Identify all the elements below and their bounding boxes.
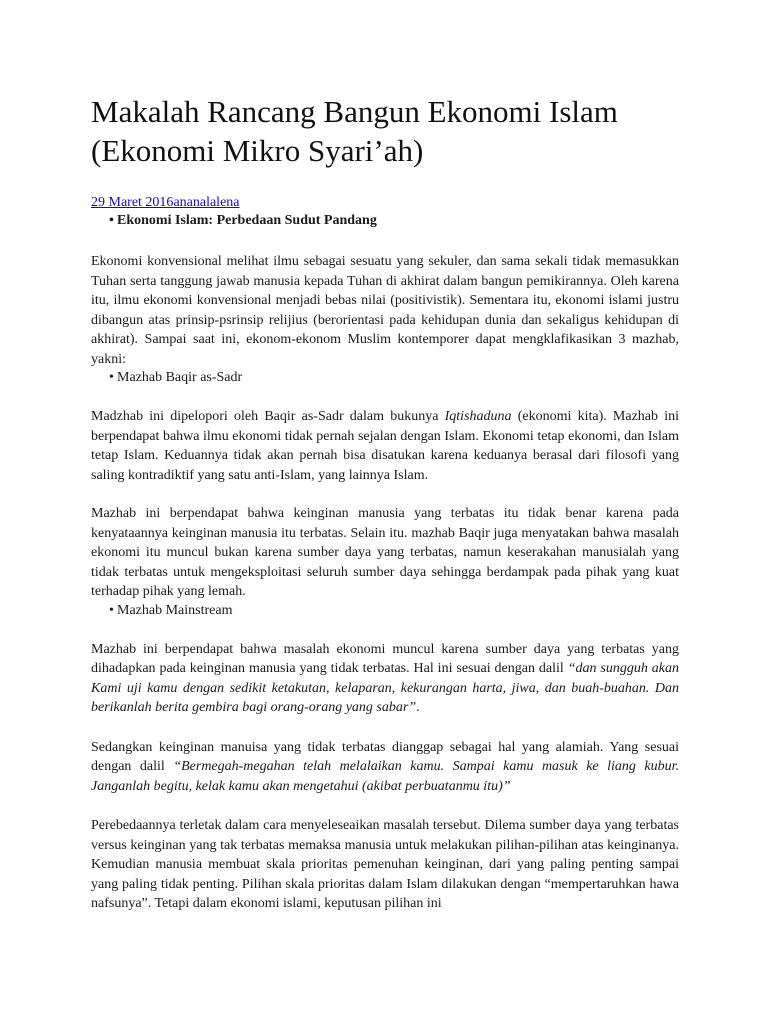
section-heading-list	[91, 369, 679, 387]
section-heading-list	[91, 602, 679, 620]
paragraph	[91, 407, 679, 485]
section-heading-ekonomi-islam: • Ekonomi Islam: Perbedaan Sudut Pandang	[91, 212, 679, 230]
paragraph-text: Madzhab ini dipelopori oleh Baqir as-Sadr dalam bukunya	[91, 409, 445, 424]
paragraph	[91, 640, 679, 718]
paragraph: Ekonomi konvensional melihat ilmu sebagai sesuatu yang sekuler, dan sama sekali tidak memasukkan Tuhan serta tanggung jawab manusia kepada Tuhan di akhirat dalam bangun pemikirannya. Oleh karena itu, ilmu ekonomi konvensional menjadi bebas nilai (positivistik). Sementara itu, ekonomi islami justru dibangun atas prinsip-psrinsip relijius (berorientasi pada kehidupan dunia dan sekaligus kehidupan di akhirat). Sampai saat ini, ekonom-ekonom Muslim kontemporer dapat mengklafikasikan 3 mazhab, yakni:	[91, 254, 679, 367]
article-meta	[91, 194, 679, 212]
article	[91, 92, 679, 914]
section-heading-mainstream: • Mazhab Mainstream	[91, 602, 679, 620]
paragraph: Perebedaannya terletak dalam cara menyeleseaikan masalah tersebut. Dilema sumber daya yang terbatas versus keinginan yang tak terbatas memaksa manusia untuk melakukan pilihan-pilihan atas keinginanya. Kemudian manusia membuat skala prioritas pemenuhan keinginan, dari yang paling penting sampai yang paling tidak penting. Pilihan skala prioritas dalam Islam dilakukan dengan “mempertaruhkan hawa nafsunya”. Tetapi dalam ekonomi islami, keputusan pilihan ini	[91, 818, 679, 911]
quran-quote: “Bermegah-megahan telah melalaikan kamu. Sampai kamu masuk ke liang kubur. Janganlah begitu, kelak kamu akan mengetahui (akibat perbuatanmu itu)”	[91, 759, 680, 794]
paragraph-text: .	[416, 700, 420, 715]
section-heading-baqir: • Mazhab Baqir as-Sadr	[91, 369, 679, 387]
book-title: Iqtishaduna	[444, 409, 512, 424]
quran-quote: “dan sungguh akan Kami uji kamu dengan sedikit ketakutan, kelaparan, kekurangan harta, jiwa, dan buah-buahan. Dan berikanlah berita gembira bagi orang-orang yang sabar”	[91, 661, 680, 715]
paragraph-text: Sedangkan keinginan manuisa yang tidak terbatas dianggap sebagai hal yang alamiah. Yang sesuai dengan dalil	[91, 739, 679, 774]
paragraph: Mazhab ini berpendapat bahwa keinginan manusia yang terbatas itu tidak benar karena pada kenyataannya keinginan manusia itu terbatas. Selain itu. mazhab Baqir juga menyatakan bahwa masalah ekonomi itu muncul bukan karena sumber daya yang terbatas, namun keserakahan manusialah yang tidak terbatas untuk mengeksploitasi seluruh sumber daya sehingga berdampak pada pihak yang kuat terhadap pihak yang lemah.	[91, 506, 679, 599]
paragraph	[91, 738, 679, 797]
author-link[interactable]: ananalalena	[173, 195, 240, 210]
article-title: Makalah Rancang Bangun Ekonomi Islam (Ekonomi Mikro Syari’ah)	[91, 94, 618, 168]
section-heading-list	[91, 212, 679, 230]
date-link[interactable]: 29 Maret 2016	[91, 195, 174, 210]
paragraph-text: (ekonomi kita). Mazhab ini berpendapat bahwa ilmu ekonomi tidak pernah sejalan dengan Islam. Ekonomi tetap ekonomi, dan Islam tetap Islam. Keduannya tidak akan pernah bisa disatukan karena keduanya berasal dari filosofi yang saling kontradiktif yang satu anti-Islam, yang lainnya Islam.	[91, 409, 679, 483]
paragraph-text: Mazhab ini berpendapat bahwa masalah ekonomi muncul karena sumber daya yang terbatas yang dihadapkan pada keinginan manusia yang tidak terbatas. Hal ini sesuai dengan dalil	[91, 641, 679, 676]
